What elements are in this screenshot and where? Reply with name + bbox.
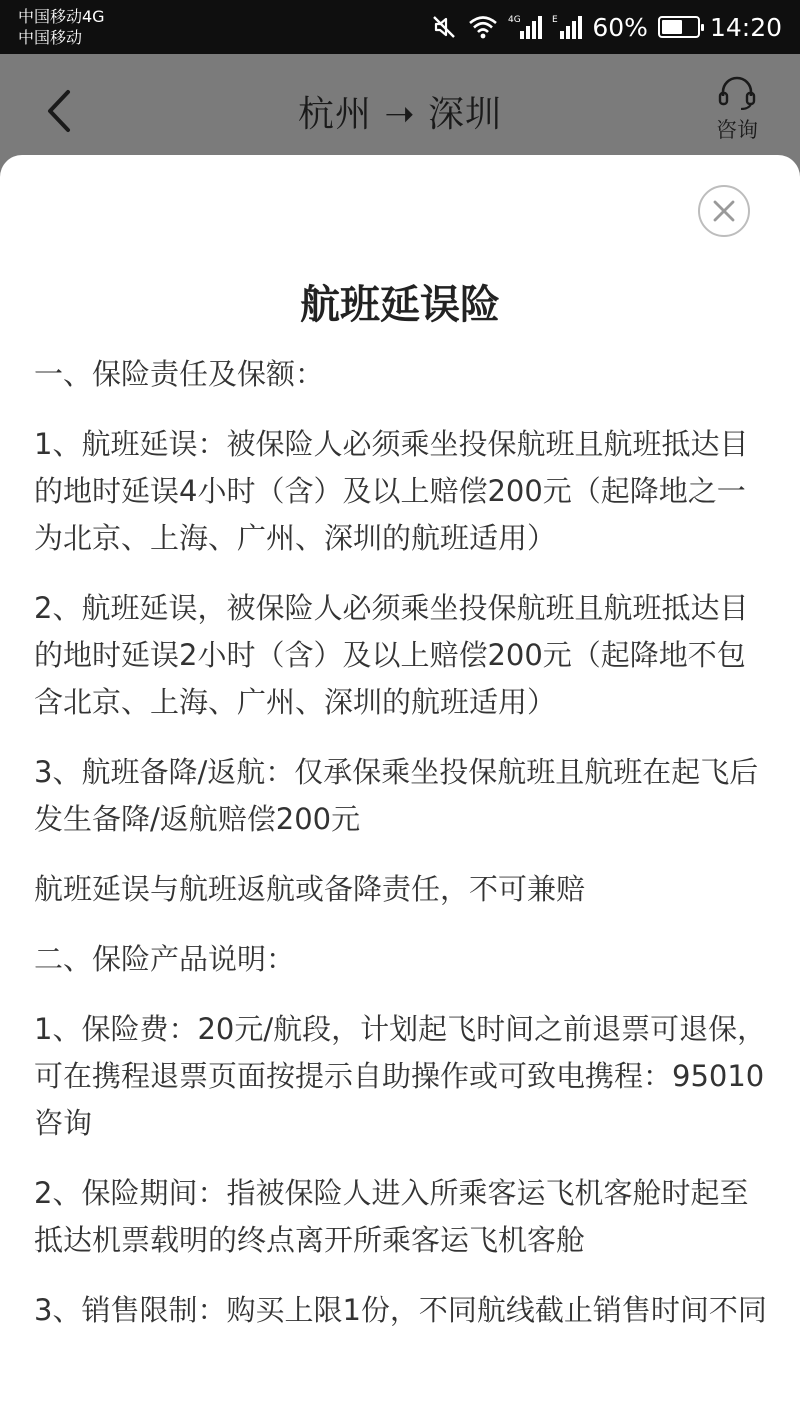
carrier-primary: 中国移动4G	[18, 7, 105, 26]
status-bar	[0, 0, 800, 54]
terms-item: 1、航班延误：被保险人必须乘坐投保航班且航班抵达目的地时延误4小时（含）及以上赔偿200元（起降地之一为北京、上海、广州、深圳的航班适用）	[34, 427, 749, 555]
status-icons	[430, 0, 782, 54]
wifi-icon	[468, 14, 498, 40]
close-button[interactable]	[698, 185, 750, 237]
terms-item: 3、销售限制：购买上限1份，不同航线截止销售时间不同	[34, 1293, 767, 1327]
carrier-info	[18, 6, 105, 48]
consult-label: 咨询	[716, 118, 758, 142]
insurance-terms	[34, 351, 770, 1357]
clock: 14:20	[709, 12, 782, 42]
headset-icon	[717, 76, 757, 110]
svg-text:E: E	[552, 15, 559, 25]
terms-note: 航班延误与航班返航或备降责任，不可兼赔	[34, 872, 586, 906]
terms-item: 1、保险费：20元/航段，计划起飞时间之前退票可退保，可在携程退票页面按提示自助操作或可致电携程：95010 咨询	[34, 1012, 767, 1140]
terms-heading-coverage: 一、保险责任及保额：	[34, 357, 325, 391]
battery-percent: 60%	[592, 12, 648, 42]
signal-4g-icon	[508, 13, 542, 41]
battery-icon	[658, 16, 700, 38]
carrier-secondary: 中国移动	[18, 28, 83, 47]
signal-e-icon	[552, 13, 582, 41]
consult-button[interactable]	[712, 76, 762, 144]
mute-icon	[430, 13, 458, 41]
terms-heading-product: 二、保险产品说明：	[34, 942, 296, 976]
sheet-title: 航班延误险	[300, 282, 500, 328]
page-title: 杭州 ➝ 深圳	[297, 94, 503, 135]
close-icon	[711, 198, 737, 224]
terms-item: 3、航班备降/返航：仅承保乘坐投保航班且航班在起飞后发生备降/返航赔偿200元	[34, 755, 759, 836]
svg-text:4G: 4G	[508, 15, 522, 25]
terms-item: 2、航班延误，被保险人必须乘坐投保航班且航班抵达目的地时延误2小时（含）及以上赔偿200元（起降地不包含北京、上海、广州、深圳的航班适用）	[34, 591, 749, 719]
terms-item: 2、保险期间：指被保险人进入所乘客运飞机客舱时起至抵达机票载明的终点离开所乘客运飞机客舱	[34, 1176, 749, 1257]
insurance-sheet	[0, 155, 800, 1422]
